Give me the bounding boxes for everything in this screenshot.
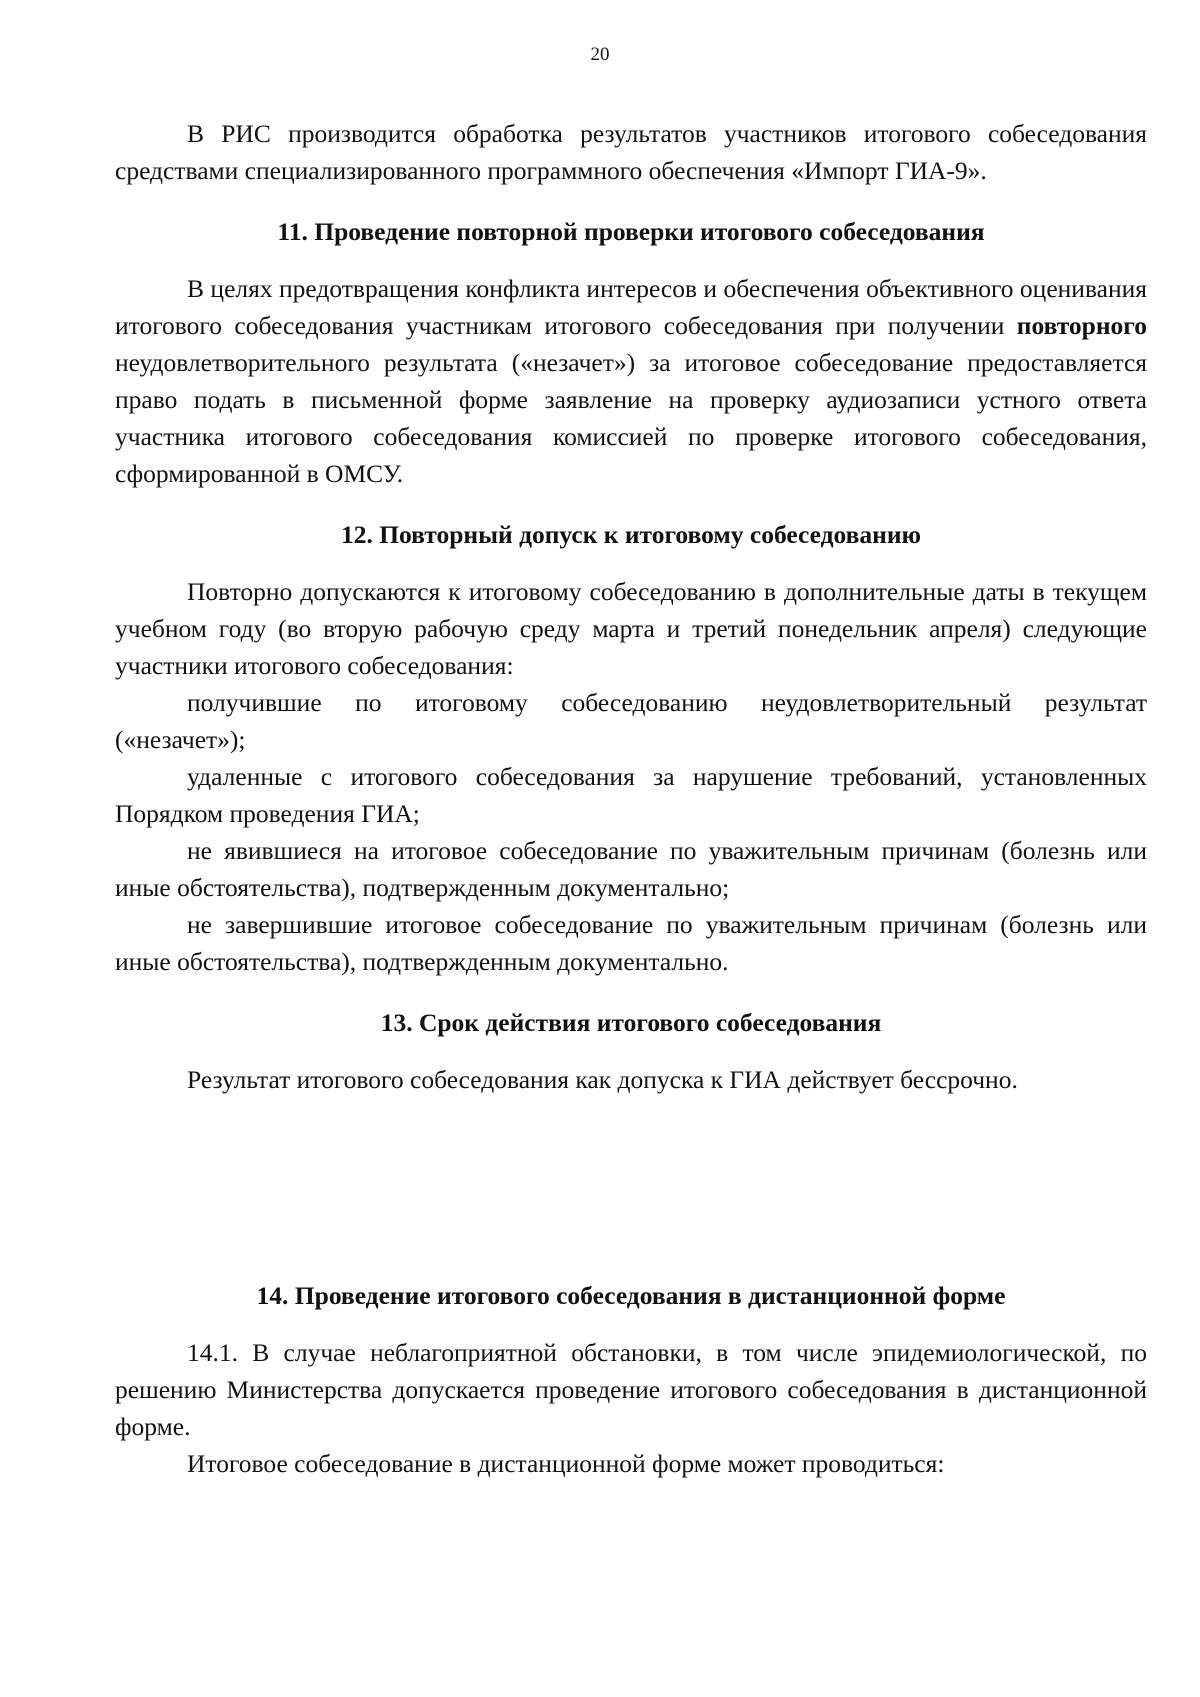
section-12-item-4: не завершившие итоговое собеседование по уважительным причинам (болезнь или иные обстоятельства), подтвержденным документально. <box>115 910 1147 976</box>
section-12-item-1: получившие по итоговому собеседованию неудовлетворительный результат («незачет»); <box>115 688 1147 754</box>
section-12-item-3: не явившиеся на итоговое собеседование по уважительным причинам (болезнь или иные обстоятельства), подтвержденным документально; <box>115 836 1147 902</box>
intro-paragraph: В РИС производится обработка результатов участников итогового собеседования средствами специализированного программного обеспечения «Импорт ГИА-9». <box>115 119 1147 185</box>
section-11-paragraph <box>115 270 1147 492</box>
section-14-heading: 14. Проведение итогового собеседования в дистанционной форме <box>256 1281 1006 1310</box>
section-14-paragraph-2: Итоговое собеседование в дистанционной форме может проводиться: <box>187 1449 945 1478</box>
section-11-text-start: В целях предотвращения конфликта интересов и обеспечения объективного оценивания итогового собеседования участникам итогового собеседования при получении <box>115 274 1147 340</box>
section-11-text-end: неудовлетворительного результата («незачет») за итоговое собеседование предоставляется право подать в письменной форме заявление на проверку аудиозаписи устного ответа участника итогового собеседования комиссией по проверке итогового собеседования, сформированной в ОМСУ. <box>115 348 1147 488</box>
section-13-heading: 13. Срок действия итогового собеседования <box>380 1008 882 1037</box>
section-11-heading: 11. Проведение повторной проверки итогового собеседования <box>277 217 985 246</box>
page-number: 20 <box>590 44 610 65</box>
section-12-item-2: удаленные с итогового собеседования за нарушение требований, установленных Порядком проведения ГИА; <box>115 762 1147 828</box>
document-body <box>115 115 1147 1482</box>
section-12-intro: Повторно допускаются к итоговому собеседованию в дополнительные даты в текущем учебном году (во вторую рабочую среду марта и третий понедельник апреля) следующие участники итогового собеседования: <box>115 577 1147 680</box>
section-13-paragraph: Результат итогового собеседования как допуска к ГИА действует бессрочно. <box>187 1065 1018 1094</box>
section-11-bold-word: повторного <box>1016 311 1147 340</box>
section-12-heading: 12. Повторный допуск к итоговому собеседованию <box>340 520 922 549</box>
section-14-paragraph-1: 14.1. В случае неблагоприятной обстановки, в том числе эпидемиологической, по решению Министерства допускается проведение итогового собеседования в дистанционной форме. <box>115 1338 1147 1441</box>
